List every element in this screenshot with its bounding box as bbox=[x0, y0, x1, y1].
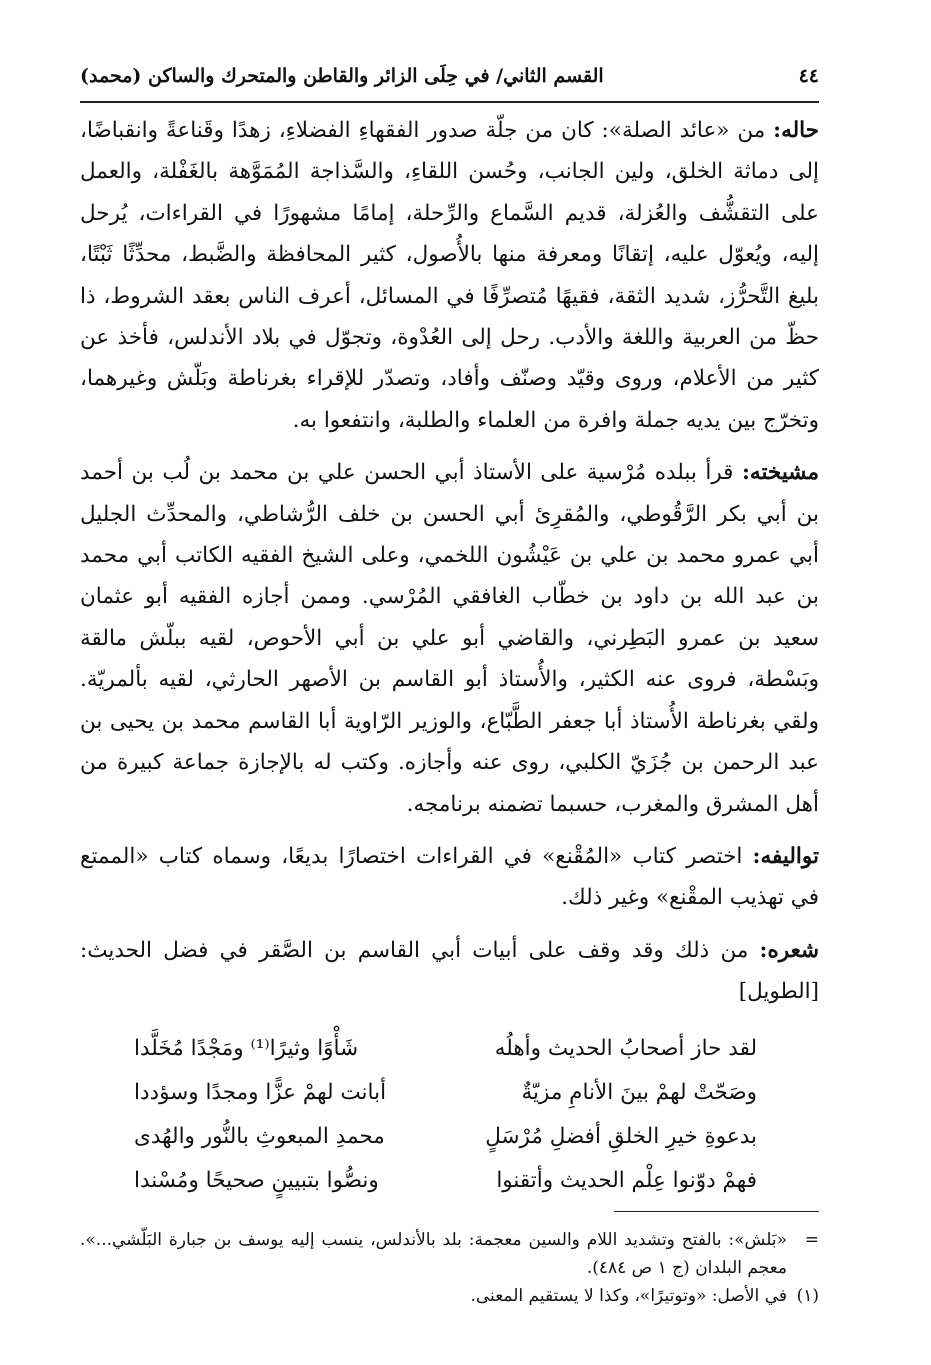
section-heading: تواليفه: bbox=[752, 843, 819, 869]
section-text: اختصر كتاب «المُقْنع» في القراءات اختصارًا بديعًا، وسماه كتاب «الممتع في تهذيب المقْنع» وغير ذلك. bbox=[80, 843, 819, 911]
verse-line bbox=[134, 1159, 757, 1203]
section-heading: شعره: bbox=[759, 937, 819, 963]
footnote-mark: (١) bbox=[796, 1286, 819, 1306]
poem bbox=[134, 1027, 757, 1203]
section-text: من ذلك وقد وقف على أبيات أبي القاسم بن الصَّقر في فضل الحديث: [الطويل] bbox=[80, 937, 819, 1005]
footnote-mark: = bbox=[804, 1230, 819, 1250]
verse-first-hemistich: بدعوةِ خيرِ الخلقِ أفضلِ مُرْسَلٍ bbox=[485, 1123, 757, 1149]
footnote bbox=[80, 1282, 819, 1310]
running-title: القسم الثاني/ في حِلَى الزائر والقاطن والمتحرك والساكن (محمد) bbox=[80, 65, 604, 87]
verse-line bbox=[134, 1027, 757, 1071]
section-shiruhu bbox=[80, 930, 819, 1013]
section-text: قرأ ببلده مُرْسية على الأستاذ أبي الحسن علي بن محمد بن لُب بن أحمد بن أبي بكر الرَّقُوطي، والمُقرِئ أبي الحسن بن خلف الرُّشاطي، والمحدِّث الجليل أبي عمرو محمد بن علي بن عَيْشُون اللخمي، وعلى الشيخ الفقيه الكاتب أبي محمد بن عبد الله بن داود بن خطّاب الغافقي المُرْسي. وممن أجازه الفقيه أبو عثمان سعيد بن عمرو البَطِرني، والقاضي أبو علي بن أبي الأحوص، لقيه ببلّش مالقة وبَسْطة، فروى عنه الكثير، والأُستاذ أبو القاسم بن الأصهر الحارثي، لقيه بألمريّة. ولقي بغرناطة الأُستاذ أبا جعفر الطَّبّاع، والوزير الرّاوية أبا القاسم محمد بن يحيى بن عبد الرحمن بن جُزَيّ الكلبي، روى عنه وأجازه. وكتب له بالإجازة جماعة كبيرة من أهل المشرق والمغرب، حسبما تضمنه برنامجه. bbox=[80, 460, 819, 817]
verse-first-hemistich: لقد حاز أصحابُ الحديث وأهلُه bbox=[494, 1035, 757, 1061]
section-heading: مشيخته: bbox=[741, 460, 819, 486]
section-tawalifuhu bbox=[80, 836, 819, 919]
verse-first-hemistich: فهمْ دوّنوا عِلْم الحديث وأتقنوا bbox=[496, 1167, 757, 1193]
verse-second-hemistich: محمدِ المبعوثِ بالنُّور والهُدى bbox=[134, 1123, 385, 1149]
page-header bbox=[80, 58, 819, 94]
footnotes bbox=[80, 1226, 819, 1310]
verse-first-hemistich: وصَحّتْ لهمْ بينَ الأنامِ مزيّةٌ bbox=[521, 1079, 757, 1105]
verse-line bbox=[134, 1071, 757, 1115]
page-number: ٤٤ bbox=[798, 65, 819, 87]
section-heading: حاله: bbox=[773, 118, 819, 143]
header-rule bbox=[80, 101, 819, 103]
verse-second-hemistich: ونصُّوا بتبيينٍ صحيحًا ومُسْندا bbox=[134, 1167, 379, 1193]
footnote-text: «بَلش»: بالفتح وتشديد اللام والسين معجمة: بلد بالأندلس، ينسب إليه يوسف بن جبارة البَلّشي...». معجم البلدان (ج ١ ص ٤٨٤). bbox=[80, 1230, 787, 1278]
verse-line bbox=[134, 1115, 757, 1159]
verse-second-hemistich: شَأْوًا وثيرًا⁽¹⁾ ومَجْدًا مُخَلَّدا bbox=[134, 1035, 359, 1061]
main-text bbox=[80, 110, 819, 1203]
section-haluhu bbox=[80, 110, 819, 441]
section-mashyakhatuhu bbox=[80, 452, 819, 825]
footnote-text: في الأصل: «وتوتيرًا»، وكذا لا يستقيم المعنى. bbox=[470, 1286, 787, 1306]
footnote-rule bbox=[614, 1211, 819, 1212]
section-text: من «عائد الصلة»: كان من جلّة صدور الفقهاءِ الفضلاءِ، زهدًا وقَناعةً وانقباضًا، إلى دماثة الخلق، ولين الجانب، وحُسن اللقاءِ، والسَّذاجة المُمَوَّهة بالغَفْلة، والعمل على التقشُّف والعُزلة، قديم السَّماع والرِّحلة، إمامًا مشهورًا في القراءات، يُرحل إليه، ويُعوّل عليه، إتقانًا ومعرفة منها بالأُصول، كثير المحافظة والضَّبط، محدِّثًا ثَبْتًا، بليغ التَّحرُّز، شديد الثقة، فقيهًا مُتصرِّفًا في المسائل، أعرف الناس بعقد الشروط، ذا حظّ من العربية واللغة والأدب. رحل إلى العُدْوة، وتجوّل في بلاد الأندلس، فأخذ عن كثير من الأعلام، وروى وقيّد وصنّف وأفاد، وتصدّر للإقراء بغرناطة وبَلّش وغيرهما، وتخرّج بين يديه جملة وافرة من العلماء والطلبة، وانتفعوا به. bbox=[80, 118, 819, 433]
verse-second-hemistich: أبانت لهمْ عزًّا ومجدًا وسؤددا bbox=[134, 1079, 387, 1105]
footnote bbox=[80, 1226, 819, 1282]
